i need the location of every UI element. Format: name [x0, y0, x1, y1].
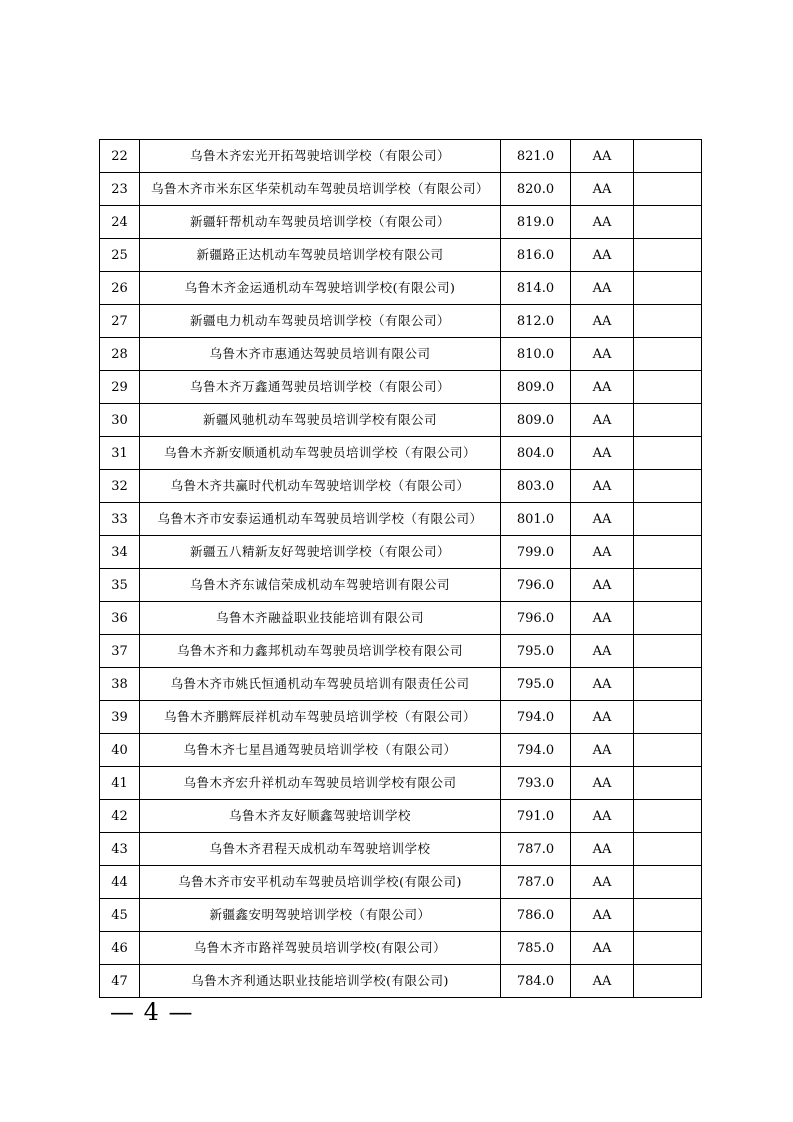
note-cell — [634, 536, 702, 569]
score-cell: 814.0 — [501, 272, 571, 305]
rank-cell: 29 — [100, 371, 140, 404]
table-row — [100, 701, 702, 734]
grade-cell: AA — [571, 470, 634, 503]
rank-cell: 41 — [100, 767, 140, 800]
table-row — [100, 470, 702, 503]
grade-cell: AA — [571, 800, 634, 833]
school-name-cell: 乌鲁木齐市惠通达驾驶员培训有限公司 — [140, 338, 501, 371]
table-row — [100, 602, 702, 635]
school-name-cell: 乌鲁木齐共赢时代机动车驾驶培训学校（有限公司） — [140, 470, 501, 503]
score-cell: 794.0 — [501, 734, 571, 767]
table-row — [100, 569, 702, 602]
table-row — [100, 833, 702, 866]
note-cell — [634, 866, 702, 899]
rank-cell: 30 — [100, 404, 140, 437]
score-cell: 799.0 — [501, 536, 571, 569]
grade-cell: AA — [571, 239, 634, 272]
table-row — [100, 338, 702, 371]
note-cell — [634, 404, 702, 437]
rank-cell: 46 — [100, 932, 140, 965]
table-row — [100, 404, 702, 437]
note-cell — [634, 272, 702, 305]
note-cell — [634, 239, 702, 272]
table-body — [100, 140, 702, 998]
note-cell — [634, 140, 702, 173]
score-cell: 819.0 — [501, 206, 571, 239]
score-cell: 786.0 — [501, 899, 571, 932]
page-number: — 4 — — [110, 998, 194, 1026]
score-cell: 809.0 — [501, 371, 571, 404]
table-row — [100, 866, 702, 899]
note-cell — [634, 569, 702, 602]
grade-cell: AA — [571, 173, 634, 206]
school-name-cell: 乌鲁木齐鹏辉辰祥机动车驾驶员培训学校（有限公司） — [140, 701, 501, 734]
school-name-cell: 乌鲁木齐融益职业技能培训有限公司 — [140, 602, 501, 635]
note-cell — [634, 602, 702, 635]
grade-cell: AA — [571, 371, 634, 404]
ranking-table — [99, 139, 702, 998]
rank-cell: 31 — [100, 437, 140, 470]
grade-cell: AA — [571, 866, 634, 899]
note-cell — [634, 965, 702, 998]
note-cell — [634, 437, 702, 470]
table-row — [100, 371, 702, 404]
score-cell: 804.0 — [501, 437, 571, 470]
rank-cell: 22 — [100, 140, 140, 173]
school-name-cell: 乌鲁木齐宏光开拓驾驶培训学校（有限公司） — [140, 140, 501, 173]
grade-cell: AA — [571, 206, 634, 239]
grade-cell: AA — [571, 602, 634, 635]
note-cell — [634, 635, 702, 668]
note-cell — [634, 206, 702, 239]
score-cell: 784.0 — [501, 965, 571, 998]
rank-cell: 26 — [100, 272, 140, 305]
school-name-cell: 乌鲁木齐宏升祥机动车驾驶员培训学校有限公司 — [140, 767, 501, 800]
school-name-cell: 乌鲁木齐和力鑫邦机动车驾驶员培训学校有限公司 — [140, 635, 501, 668]
note-cell — [634, 503, 702, 536]
grade-cell: AA — [571, 899, 634, 932]
rank-cell: 42 — [100, 800, 140, 833]
school-name-cell: 乌鲁木齐市米东区华荣机动车驾驶员培训学校（有限公司） — [140, 173, 501, 206]
grade-cell: AA — [571, 833, 634, 866]
rank-cell: 35 — [100, 569, 140, 602]
grade-cell: AA — [571, 569, 634, 602]
school-name-cell: 乌鲁木齐万鑫通驾驶员培训学校（有限公司） — [140, 371, 501, 404]
score-cell: 803.0 — [501, 470, 571, 503]
school-name-cell: 新疆鑫安明驾驶培训学校（有限公司） — [140, 899, 501, 932]
rank-cell: 39 — [100, 701, 140, 734]
grade-cell: AA — [571, 338, 634, 371]
note-cell — [634, 899, 702, 932]
school-name-cell: 乌鲁木齐友好顺鑫驾驶培训学校 — [140, 800, 501, 833]
rank-cell: 33 — [100, 503, 140, 536]
note-cell — [634, 371, 702, 404]
grade-cell: AA — [571, 965, 634, 998]
score-cell: 796.0 — [501, 569, 571, 602]
table-row — [100, 305, 702, 338]
table-row — [100, 206, 702, 239]
table-row — [100, 734, 702, 767]
grade-cell: AA — [571, 635, 634, 668]
school-name-cell: 乌鲁木齐新安顺通机动车驾驶员培训学校（有限公司） — [140, 437, 501, 470]
grade-cell: AA — [571, 503, 634, 536]
rank-cell: 24 — [100, 206, 140, 239]
note-cell — [634, 701, 702, 734]
table-row — [100, 668, 702, 701]
score-cell: 796.0 — [501, 602, 571, 635]
rank-cell: 44 — [100, 866, 140, 899]
table-row — [100, 899, 702, 932]
note-cell — [634, 833, 702, 866]
score-cell: 793.0 — [501, 767, 571, 800]
score-cell: 785.0 — [501, 932, 571, 965]
table-row — [100, 536, 702, 569]
score-cell: 787.0 — [501, 833, 571, 866]
score-cell: 791.0 — [501, 800, 571, 833]
note-cell — [634, 470, 702, 503]
rank-cell: 27 — [100, 305, 140, 338]
note-cell — [634, 932, 702, 965]
rank-cell: 32 — [100, 470, 140, 503]
grade-cell: AA — [571, 140, 634, 173]
score-cell: 795.0 — [501, 635, 571, 668]
score-cell: 809.0 — [501, 404, 571, 437]
rank-cell: 37 — [100, 635, 140, 668]
table-row — [100, 800, 702, 833]
table-row — [100, 272, 702, 305]
school-name-cell: 乌鲁木齐市安泰运通机动车驾驶员培训学校（有限公司） — [140, 503, 501, 536]
note-cell — [634, 800, 702, 833]
note-cell — [634, 338, 702, 371]
rank-cell: 23 — [100, 173, 140, 206]
rank-cell: 34 — [100, 536, 140, 569]
rank-cell: 25 — [100, 239, 140, 272]
grade-cell: AA — [571, 437, 634, 470]
school-name-cell: 乌鲁木齐市安平机动车驾驶员培训学校(有限公司) — [140, 866, 501, 899]
rank-cell: 28 — [100, 338, 140, 371]
rank-cell: 36 — [100, 602, 140, 635]
note-cell — [634, 305, 702, 338]
note-cell — [634, 173, 702, 206]
rank-cell: 45 — [100, 899, 140, 932]
score-cell: 795.0 — [501, 668, 571, 701]
grade-cell: AA — [571, 701, 634, 734]
grade-cell: AA — [571, 767, 634, 800]
score-cell: 821.0 — [501, 140, 571, 173]
school-name-cell: 新疆风驰机动车驾驶员培训学校有限公司 — [140, 404, 501, 437]
table-row — [100, 437, 702, 470]
school-name-cell: 乌鲁木齐利通达职业技能培训学校(有限公司) — [140, 965, 501, 998]
table-row — [100, 635, 702, 668]
score-cell: 820.0 — [501, 173, 571, 206]
rank-cell: 40 — [100, 734, 140, 767]
grade-cell: AA — [571, 932, 634, 965]
table-row — [100, 239, 702, 272]
score-cell: 794.0 — [501, 701, 571, 734]
school-name-cell: 新疆电力机动车驾驶员培训学校（有限公司） — [140, 305, 501, 338]
grade-cell: AA — [571, 272, 634, 305]
school-name-cell: 新疆轩帮机动车驾驶员培训学校（有限公司） — [140, 206, 501, 239]
school-name-cell: 新疆五八精新友好驾驶培训学校（有限公司） — [140, 536, 501, 569]
table-row — [100, 503, 702, 536]
rank-cell: 47 — [100, 965, 140, 998]
grade-cell: AA — [571, 305, 634, 338]
table-row — [100, 932, 702, 965]
grade-cell: AA — [571, 404, 634, 437]
school-name-cell: 新疆路正达机动车驾驶员培训学校有限公司 — [140, 239, 501, 272]
school-name-cell: 乌鲁木齐君程天成机动车驾驶培训学校 — [140, 833, 501, 866]
score-cell: 801.0 — [501, 503, 571, 536]
table-row — [100, 140, 702, 173]
score-cell: 812.0 — [501, 305, 571, 338]
table-row — [100, 965, 702, 998]
note-cell — [634, 767, 702, 800]
score-cell: 816.0 — [501, 239, 571, 272]
school-name-cell: 乌鲁木齐七星昌通驾驶员培训学校（有限公司） — [140, 734, 501, 767]
school-name-cell: 乌鲁木齐金运通机动车驾驶培训学校(有限公司) — [140, 272, 501, 305]
table-row — [100, 767, 702, 800]
school-name-cell: 乌鲁木齐市路祥驾驶员培训学校(有限公司） — [140, 932, 501, 965]
school-name-cell: 乌鲁木齐市姚氏恒通机动车驾驶员培训有限责任公司 — [140, 668, 501, 701]
table-row — [100, 173, 702, 206]
note-cell — [634, 668, 702, 701]
score-cell: 787.0 — [501, 866, 571, 899]
school-name-cell: 乌鲁木齐东诚信荣成机动车驾驶培训有限公司 — [140, 569, 501, 602]
score-cell: 810.0 — [501, 338, 571, 371]
rank-cell: 43 — [100, 833, 140, 866]
note-cell — [634, 734, 702, 767]
grade-cell: AA — [571, 668, 634, 701]
grade-cell: AA — [571, 536, 634, 569]
grade-cell: AA — [571, 734, 634, 767]
rank-cell: 38 — [100, 668, 140, 701]
